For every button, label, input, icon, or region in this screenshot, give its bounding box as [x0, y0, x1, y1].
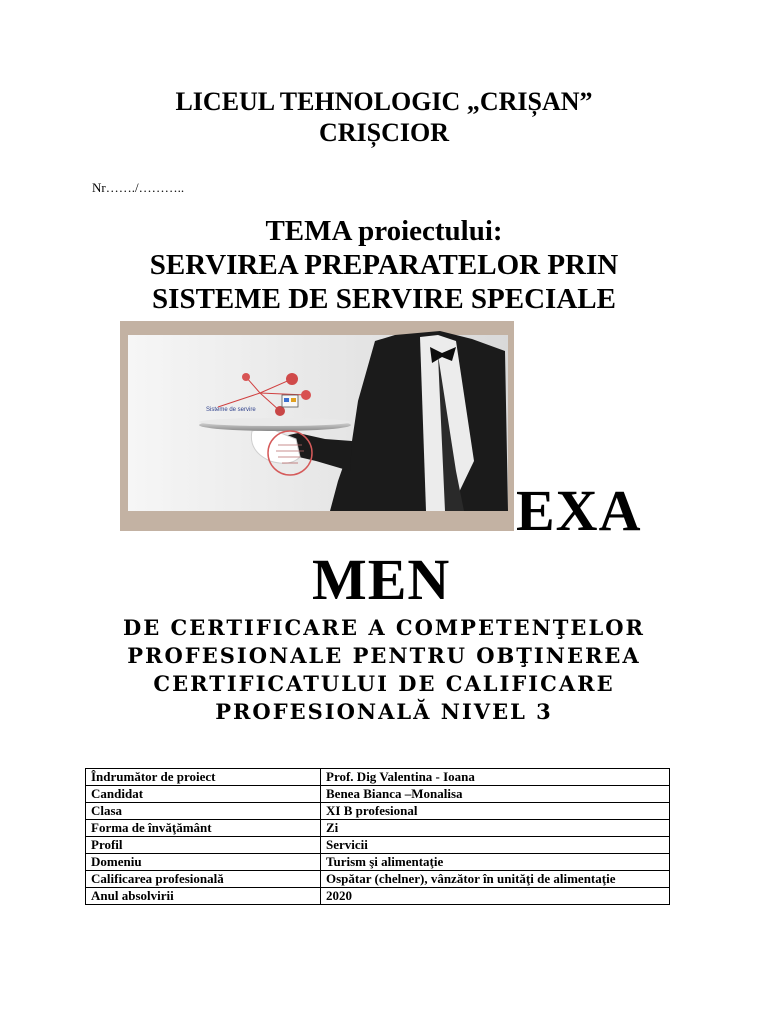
project-info-table — [85, 768, 670, 905]
mindmap-node-icon — [242, 373, 250, 381]
table-row — [86, 769, 670, 786]
row-label: Îndrumător de proiect — [86, 769, 321, 786]
mindmap-node-icon — [275, 406, 285, 416]
certification-line4: PROFESIONALĂ NIVEL 3 — [215, 699, 553, 724]
certification-line1: DE CERTIFICARE A COMPETENŢELOR — [123, 615, 645, 640]
school-title — [0, 86, 768, 148]
row-label: Profil — [86, 837, 321, 854]
theme-label: TEMA proiectului: — [265, 215, 503, 247]
mindmap-node-icon — [301, 390, 311, 400]
table-row — [86, 837, 670, 854]
table-row — [86, 820, 670, 837]
row-value: Zi — [321, 820, 670, 837]
row-value: XI B profesional — [321, 803, 670, 820]
school-name-line1: LICEUL TEHNOLOGIC „CRIȘAN” — [175, 87, 593, 116]
table-row — [86, 854, 670, 871]
certification-heading — [0, 614, 768, 726]
theme-title-line1: SERVIREA PREPARATELOR PRIN — [149, 249, 619, 281]
exam-word-part1: EXA — [516, 478, 642, 543]
theme-title-line2: SISTEME DE SERVIRE SPECIALE — [152, 283, 616, 315]
row-label: Domeniu — [86, 854, 321, 871]
row-label: Anul absolvirii — [86, 888, 321, 905]
row-label: Forma de învăţământ — [86, 820, 321, 837]
row-label: Clasa — [86, 803, 321, 820]
row-value: Servicii — [321, 837, 670, 854]
waiter-illustration — [120, 321, 514, 531]
mindmap-node-icon — [286, 373, 298, 385]
exam-word-part2: MEN — [312, 547, 451, 612]
row-value: Turism şi alimentaţie — [321, 854, 670, 871]
tray-caption: Sisteme de servire — [206, 407, 256, 413]
school-name-line2: CRIȘCIOR — [318, 118, 450, 147]
row-value: Ospătar (chelner), vânzător în unităţi de alimentaţie — [321, 871, 670, 888]
table-row — [86, 786, 670, 803]
certification-line3: CERTIFICATULUI DE CALIFICARE — [153, 671, 615, 696]
waiter-photo — [120, 321, 514, 531]
table-row — [86, 871, 670, 888]
registration-number: Nr……./……….. — [92, 180, 185, 195]
table-row — [86, 888, 670, 905]
row-value: 2020 — [321, 888, 670, 905]
row-value: Prof. Dig Valentina - Ioana — [321, 769, 670, 786]
project-theme — [0, 214, 768, 316]
row-label: Calificarea profesională — [86, 871, 321, 888]
certification-line2: PROFESIONALE PENTRU OBŢINEREA — [127, 643, 641, 668]
row-label: Candidat — [86, 786, 321, 803]
table-row — [86, 803, 670, 820]
row-value: Benea Bianca –Monalisa — [321, 786, 670, 803]
